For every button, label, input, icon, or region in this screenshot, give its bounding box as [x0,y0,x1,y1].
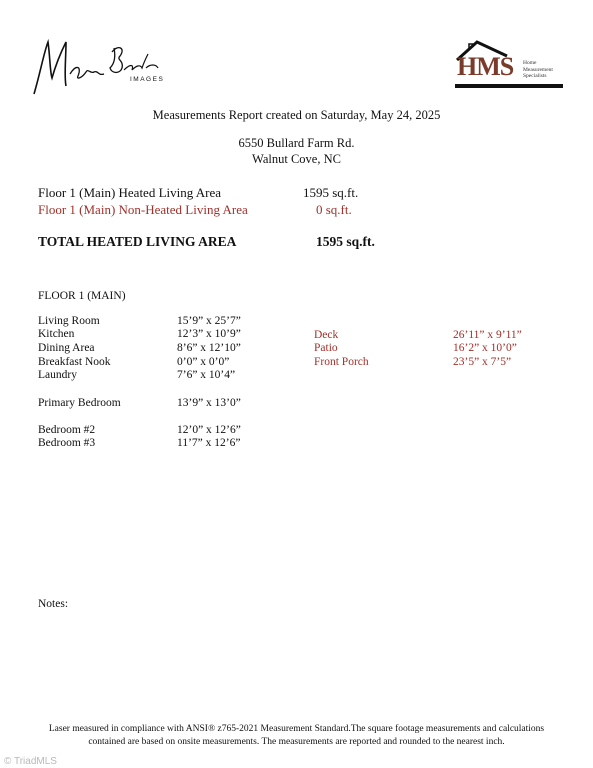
floor-heading: FLOOR 1 (MAIN) [38,290,126,302]
footer-line-2: contained are based on onsite measurements. The measurements are reported and rounded to the nearest inch. [88,737,505,747]
total-area-label: TOTAL HEATED LIVING AREA [38,234,237,249]
room-name: Dining Area [38,342,95,354]
footer-line-1: Laser measured in compliance with ANSI® z765-2021 Measurement Standard.The square footage measurements and calculations [48,724,545,734]
room-size: 8’6” x 12’10” [177,342,241,354]
report-title: Measurements Report created on Saturday, May 24, 2025 [152,108,441,122]
address-line-2: Walnut Cove, NC [252,152,341,166]
room-size: 15’9” x 25’7” [177,315,241,327]
outdoor-size: 26’11” x 9’11” [453,329,522,341]
heated-area-label: Floor 1 (Main) Heated Living Area [38,185,222,200]
room-size: 12’0” x 12’6” [177,424,241,436]
hms-subtitle: Home Measurement Specialists [523,60,553,79]
room-name: Bedroom #2 [38,424,96,436]
hms-letters: HMS [457,52,514,81]
marco-basile-logo [26,34,166,100]
outdoor-size: 16’2” x 10’0” [453,342,517,354]
room-name: Laundry [38,369,77,381]
address-line-1: 6550 Bullard Farm Rd. [238,136,355,150]
room-size: 11’7” x 12’6” [177,437,241,449]
nonheated-area-label: Floor 1 (Main) Non-Heated Living Area [38,202,248,217]
signature-logo-graphic [26,34,166,100]
outdoor-name: Deck [314,329,339,341]
total-area-value: 1595 sq.ft. [316,234,375,249]
room-name: Primary Bedroom [38,397,121,409]
notes-label: Notes: [38,598,69,610]
heated-area-value: 1595 sq.ft. [303,185,359,200]
outdoor-name: Front Porch [314,356,369,368]
room-size: 7’6” x 10’4” [177,369,236,381]
hms-logo [455,38,565,90]
room-name: Breakfast Nook [38,356,111,368]
room-name: Kitchen [38,328,75,340]
mls-watermark: © TriadMLS [4,756,57,767]
room-name: Living Room [38,315,100,327]
nonheated-area-value: 0 sq.ft. [316,202,352,217]
room-size: 0’0” x 0’0” [177,356,230,368]
outdoor-size: 23’5” x 7’5” [453,356,512,368]
room-size: 13’9” x 13’0” [177,397,241,409]
logo-subtitle: IMAGES [130,76,165,83]
outdoor-name: Patio [314,342,338,354]
room-name: Bedroom #3 [38,437,96,449]
room-size: 12’3” x 10’9” [177,328,241,340]
